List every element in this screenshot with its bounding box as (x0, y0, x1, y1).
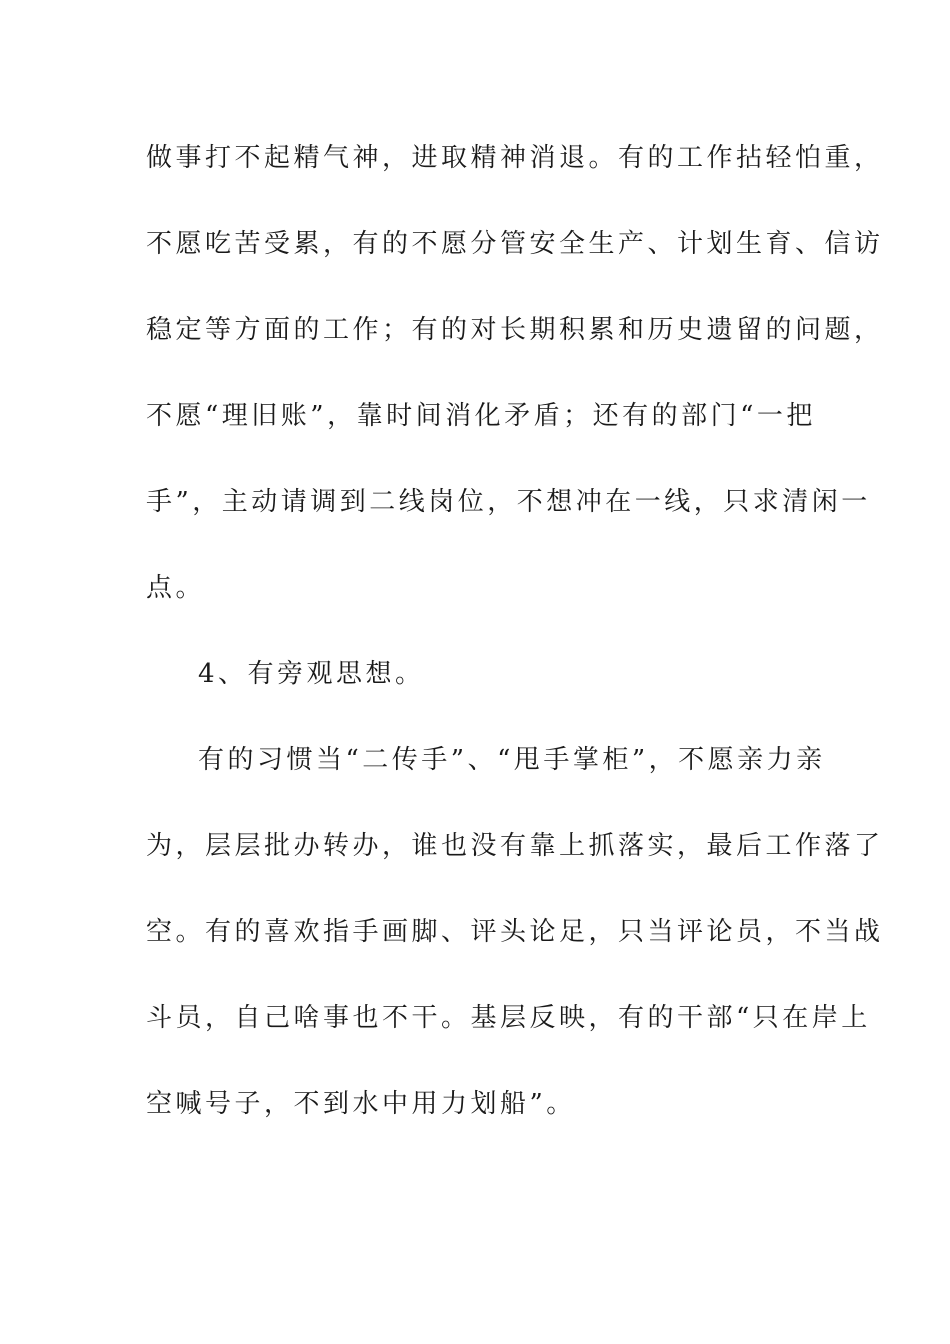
section-heading: 4、有旁观思想。 (198, 659, 425, 689)
text-line: 手”，主动请调到二线岗位，不想冲在一线，只求清闲一 (146, 487, 871, 517)
text-line: 点。 (146, 573, 206, 603)
text-line: 为，层层批办转办，谁也没有靠上抓落实，最后工作落了 (146, 831, 884, 861)
text-line: 斗员，自己啥事也不干。基层反映，有的干部“只在岸上 (146, 1003, 871, 1033)
text-line: 稳定等方面的工作；有的对长期积累和历史遗留的问题， (146, 315, 884, 345)
text-line: 不愿“理旧账”，靠时间消化矛盾；还有的部门“一把 (146, 401, 816, 431)
document-body (146, 136, 884, 1168)
text-line: 空喊号子，不到水中用力划船”。 (146, 1089, 576, 1119)
text-line: 空。有的喜欢指手画脚、评头论足，只当评论员，不当战 (146, 917, 884, 947)
text-line: 做事打不起精气神，进取精神消退。有的工作拈轻怕重， (146, 143, 884, 173)
text-line: 有的习惯当“二传手”、“甩手掌柜”，不愿亲力亲 (198, 745, 826, 775)
text-line: 不愿吃苦受累，有的不愿分管安全生产、计划生育、信访 (146, 229, 884, 259)
